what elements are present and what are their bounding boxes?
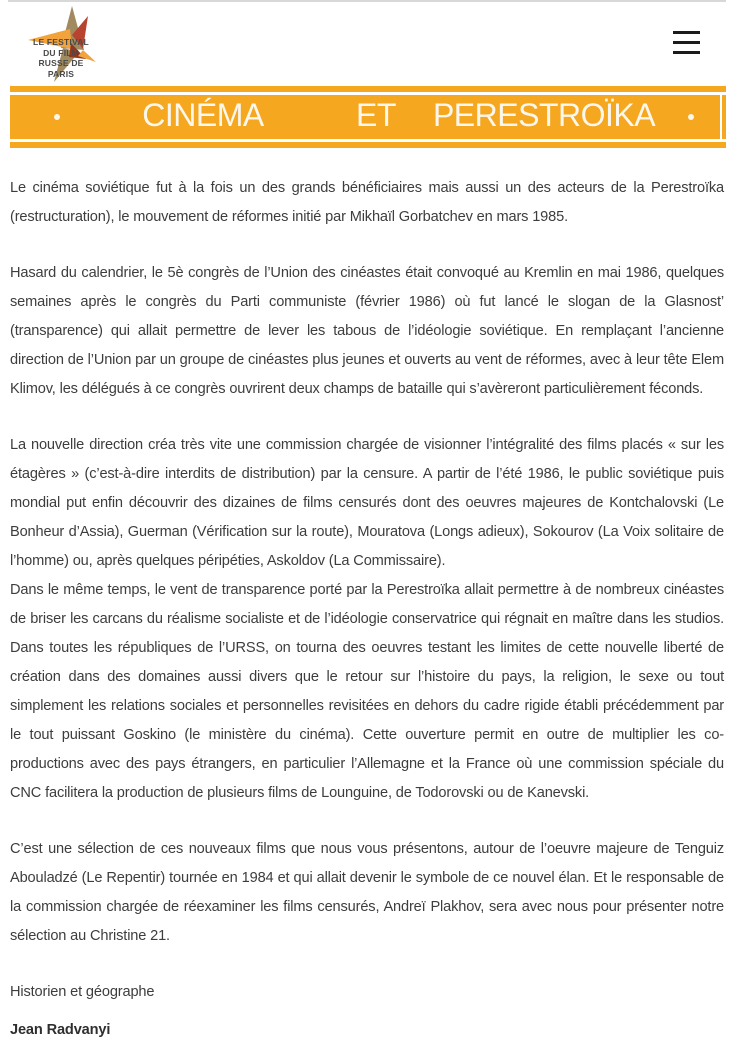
logo-text	[28, 37, 94, 79]
banner-edge-separator	[720, 95, 722, 139]
author-name: Jean Radvanyi	[10, 1022, 111, 1038]
page-title-word: ET	[356, 97, 396, 134]
article-paragraph: C’est une sélection de ces nouveaux films que nous vous présentons, autour de l’oeuvre majeure de Tenguiz Abouladzé (Le Repentir) tournée en 1984 et qui allait devenir le symbole de ce nouvel élan. Et le responsable de la commission chargée de réexaminer les films censurés, Andreï Plakhov, sera avec nous pour présenter notre sélection au Christine 21.	[10, 841, 724, 944]
article-paragraph: La nouvelle direction créa très vite une commission chargée de visionner l’intégralité des films placés « sur les étagères » (c’est-à-dire interdits de distribution) par la censure. A partir de l’été 1986, le public soviétique puis mondial put enfin découvrir des dizaines de films censurés dont des oeuvres majeures de Kontchalovski (Le Bonheur d’Assia), Guerman (Vérification sur la route), Mouratova (Longs adieux), Sokourov (La Voix solitaire de l’homme) ou, après quelques péripéties, Askoldov (La Commissaire).	[10, 437, 724, 569]
article-paragraph: Hasard du calendrier, le 5è congrès de l’Union des cinéastes était convoqué au Kremlin en mai 1986, quelques semaines après le congrès du Parti communiste (février 1986) où fut lancé le slogan de la Glasnost’ (transparence) qui allait permettre de lever les tabous de l’idéologie soviétique. En remplaçant l’ancienne direction de l’Union par un groupe de cinéastes plus jeunes et ouverts au vent de réformes, avec à leur tête Elem Klimov, les délégués à ce congrès ouvrirent deux champs de bataille qui s’avèreront particulièrement féconds.	[10, 265, 724, 397]
banner-left-dot	[54, 114, 60, 120]
article-paragraph: Le cinéma soviétique fut à la fois un des grands bénéficiaires mais aussi un des acteurs de la Perestroïka (restructuration), le mouvement de réformes initié par Mikhaïl Gorbatchev en mars 1985.	[10, 180, 724, 225]
logo-text-line2: RUSSE DE PARIS	[38, 58, 84, 79]
banner-band	[10, 95, 726, 139]
article-body	[0, 148, 734, 1045]
article-paragraph: Dans le même temps, le vent de transparence porté par la Perestroïka allait permettre à de nombreux cinéastes de briser les carcans du réalisme socialiste et de l’idéologie conservatrice qui régnait en maître dans les studios. Dans toutes les républiques de l’URSS, on tourna des oeuvres testant les limites de cette nouvelle liberté de création dans des domaines aussi divers que le retour sur l’histoire du pays, la religion, le sexe ou tout simplement les relations sociales et personnelles revisitées en dehors du cadre rigide établi précédemment par le tout puissant Goskino (le ministère du cinéma). Cette ouverture permit en outre de multiplier les co-productions avec des pays étrangers, en particulier l’Allemagne et la France où une commission spéciale du CNC facilitera la production de plusieurs films de Lounguine, de Todorovski ou de Kanevski.	[10, 582, 724, 801]
page-title-word: PERESTROÏKA	[432, 97, 656, 134]
hamburger-icon-bar	[673, 51, 700, 54]
title-banner	[10, 86, 726, 148]
author-role: Historien et géographe	[10, 984, 155, 1000]
logo-text-line1: LE FESTIVAL DU FILM	[33, 37, 89, 58]
hamburger-icon-bar	[673, 31, 700, 34]
banner-right-dot	[688, 114, 694, 120]
banner-top-strip	[10, 86, 726, 92]
hamburger-icon-bar	[673, 41, 700, 44]
site-header	[0, 2, 734, 84]
hamburger-menu-button[interactable]	[673, 30, 700, 55]
site-logo[interactable]	[26, 6, 136, 84]
page-title-word: CINÉMA	[142, 97, 264, 134]
